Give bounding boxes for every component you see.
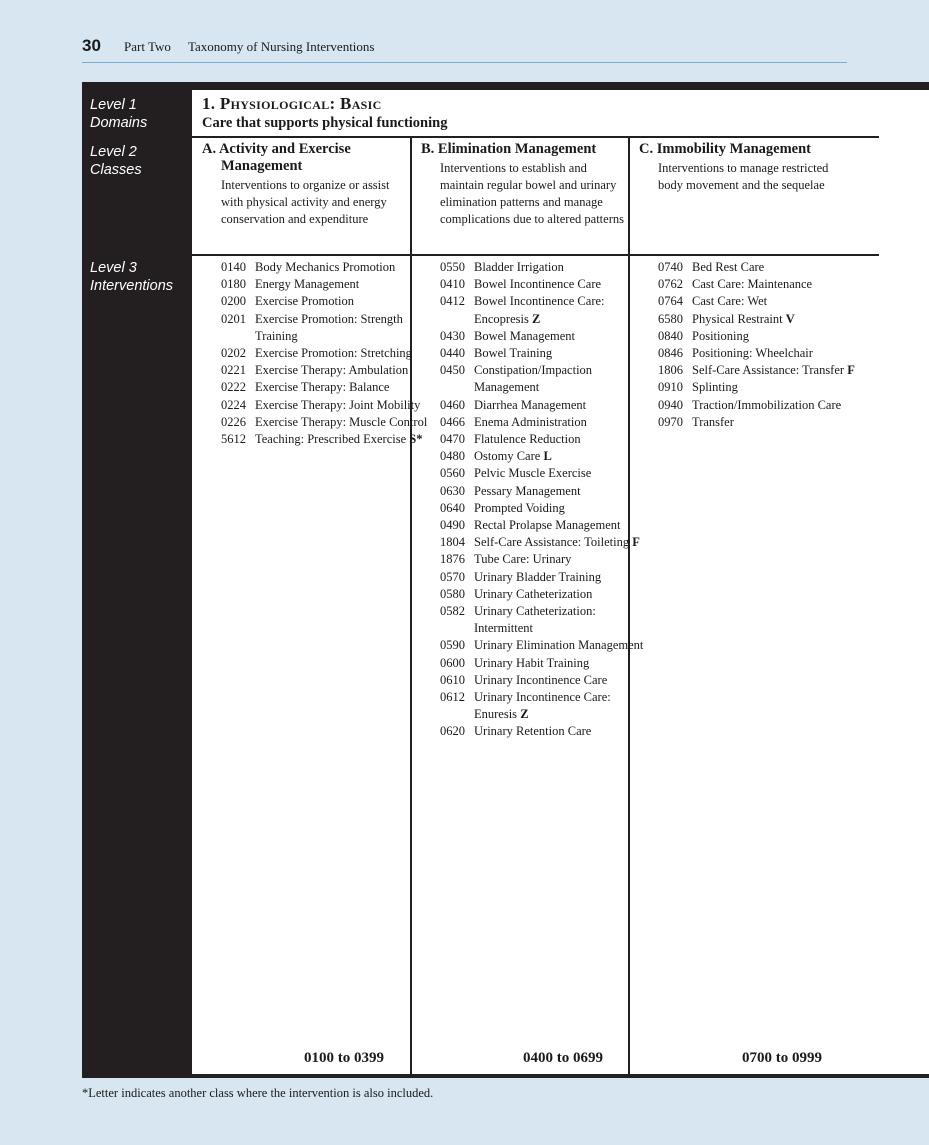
- class-description: Interventions to establish and maintain regular bowel and urinary elimination patterns and manage complications due to altered patterns: [440, 161, 624, 226]
- intervention-item: [440, 397, 650, 414]
- intervention-code: 0910: [658, 380, 683, 395]
- intervention-name: Constipation/Impaction Management: [474, 363, 593, 395]
- intervention-list-a: [221, 259, 431, 448]
- intervention-code: 0560: [440, 466, 465, 481]
- intervention-name: Positioning: [692, 328, 749, 343]
- intervention-name: Bowel Training: [474, 346, 553, 361]
- intervention-name: Bed Rest Care: [692, 260, 765, 274]
- domain-subtitle: Care that supports physical functioning: [202, 115, 448, 131]
- intervention-item: [658, 311, 868, 328]
- cross-reference-tag: L: [543, 449, 552, 464]
- cross-reference-tag: F: [847, 363, 855, 378]
- level-2-name: Classes: [90, 162, 142, 178]
- class-a-header: [202, 141, 408, 228]
- intervention-code: 0570: [440, 569, 465, 584]
- class-name: Elimination Management: [437, 141, 597, 157]
- intervention-code: 0221: [221, 363, 246, 378]
- intervention-code: 0180: [221, 277, 246, 292]
- intervention-item: [440, 431, 650, 448]
- intervention-name: Exercise Promotion: [255, 294, 354, 309]
- intervention-name: Energy Management: [255, 277, 360, 292]
- intervention-code: 0582: [440, 604, 465, 619]
- cross-reference-tag: F: [632, 535, 640, 550]
- level-1-number: Level 1: [90, 97, 137, 113]
- intervention-item: [440, 655, 650, 672]
- cross-reference-tag: S*: [409, 432, 423, 447]
- intervention-code: 0202: [221, 346, 246, 361]
- intervention-name: Cast Care: Maintenance: [692, 277, 813, 292]
- intervention-item: [221, 397, 431, 414]
- class-name: Immobility Management: [656, 141, 811, 157]
- intervention-item: [440, 293, 650, 327]
- intervention-code: 0201: [221, 311, 246, 326]
- level-3-name: Interventions: [90, 278, 174, 294]
- class-description: Interventions to manage restricted body movement and the sequelae: [658, 161, 829, 192]
- intervention-code: 0480: [440, 449, 465, 464]
- intervention-name: Bowel Incontinence Care: [474, 277, 602, 292]
- intervention-code: 0466: [440, 414, 465, 429]
- intervention-name: Transfer: [692, 414, 734, 429]
- intervention-code: 0600: [440, 655, 465, 670]
- domain-title: 1. Physiological: Basic: [202, 94, 382, 113]
- level-3-number: Level 3: [90, 260, 137, 276]
- intervention-code: 0610: [440, 672, 465, 687]
- intervention-code: 0550: [440, 260, 465, 274]
- intervention-code: 0846: [658, 346, 683, 361]
- intervention-code: 0762: [658, 277, 683, 292]
- intervention-code: 0140: [221, 260, 246, 274]
- intervention-name: Cast Care: Wet: [692, 294, 768, 309]
- class-name: Activity and Exercise Management: [218, 141, 351, 174]
- intervention-code: 0410: [440, 277, 465, 292]
- intervention-item: [658, 328, 868, 345]
- intervention-name: Physical Restraint: [692, 311, 783, 326]
- intervention-item: [440, 723, 650, 740]
- intervention-item: [221, 379, 431, 396]
- intervention-name: Ostomy Care: [474, 449, 541, 464]
- intervention-code: 0470: [440, 432, 465, 447]
- page-number: 30: [82, 36, 101, 55]
- intervention-name: Positioning: Wheelchair: [692, 346, 813, 361]
- intervention-item: [440, 603, 650, 637]
- divider-line: [192, 136, 879, 138]
- code-range: 0700 to 0999: [742, 1050, 822, 1066]
- intervention-item: [440, 637, 650, 654]
- intervention-item: [221, 431, 431, 448]
- intervention-code: 0224: [221, 397, 246, 412]
- intervention-item: [221, 259, 431, 276]
- intervention-code: 0460: [440, 397, 465, 412]
- intervention-item: [440, 328, 650, 345]
- intervention-name: Prompted Voiding: [474, 500, 565, 515]
- intervention-item: [221, 311, 431, 345]
- intervention-item: [658, 259, 868, 276]
- intervention-code: 0612: [440, 690, 465, 705]
- intervention-item: [658, 276, 868, 293]
- intervention-name: Bladder Irrigation: [474, 260, 564, 274]
- intervention-code: 0940: [658, 397, 683, 412]
- intervention-name: Bowel Incontinence Care: Encopresis: [474, 294, 605, 326]
- intervention-code: 0764: [658, 294, 683, 309]
- class-c-header: [639, 141, 845, 194]
- intervention-code: 0440: [440, 346, 465, 361]
- intervention-item: [658, 293, 868, 310]
- intervention-name: Urinary Elimination Management: [474, 638, 644, 653]
- intervention-item: [440, 362, 650, 396]
- footnote: *Letter indicates another class where the intervention is also included.: [82, 1086, 434, 1100]
- intervention-name: Diarrhea Management: [474, 397, 587, 412]
- intervention-name: Traction/Immobilization Care: [692, 397, 842, 412]
- intervention-name: Enema Administration: [474, 414, 587, 429]
- intervention-name: Self-Care Assistance: Transfer: [692, 363, 845, 378]
- level-3-label: [90, 259, 173, 295]
- intervention-item: [221, 414, 431, 431]
- cross-reference-tag: V: [785, 311, 795, 326]
- intervention-item: [658, 414, 868, 431]
- level-2-label: [90, 143, 142, 179]
- intervention-name: Self-Care Assistance: Toileting: [474, 535, 630, 550]
- intervention-item: [440, 259, 650, 276]
- class-title: [421, 141, 627, 158]
- intervention-code: 0412: [440, 294, 465, 309]
- class-letter: C.: [639, 141, 654, 157]
- intervention-code: 0620: [440, 724, 465, 739]
- intervention-name: Urinary Retention Care: [474, 724, 592, 739]
- intervention-name: Urinary Catheterization: Intermittent: [474, 604, 596, 636]
- intervention-name: Exercise Therapy: Ambulation: [255, 363, 409, 378]
- class-title: [202, 141, 408, 175]
- intervention-code: 0580: [440, 586, 465, 601]
- level-1-name: Domains: [90, 115, 148, 131]
- code-range: 0100 to 0399: [304, 1050, 384, 1066]
- intervention-code: 0490: [440, 518, 465, 533]
- intervention-name: Tube Care: Urinary: [474, 552, 572, 567]
- intervention-code: 0640: [440, 500, 465, 515]
- intervention-name: Body Mechanics Promotion: [255, 260, 396, 274]
- intervention-name: Urinary Habit Training: [474, 655, 590, 670]
- intervention-code: 1806: [658, 363, 683, 378]
- class-letter: A.: [202, 141, 217, 157]
- class-description: Interventions to organize or assist with physical activity and energy conservation and expenditure: [221, 178, 390, 226]
- intervention-item: [658, 362, 868, 379]
- intervention-item: [440, 448, 650, 465]
- intervention-list-b: [440, 259, 650, 741]
- cross-reference-tag: Z: [531, 311, 541, 326]
- intervention-name: Urinary Catheterization: [474, 586, 593, 601]
- intervention-code: 0222: [221, 380, 246, 395]
- intervention-item: [440, 483, 650, 500]
- intervention-item: [221, 362, 431, 379]
- intervention-item: [658, 379, 868, 396]
- level-2-number: Level 2: [90, 144, 137, 160]
- intervention-name: Exercise Therapy: Joint Mobility: [255, 397, 421, 412]
- intervention-name: Exercise Therapy: Muscle Control: [255, 414, 428, 429]
- intervention-item: [440, 551, 650, 568]
- intervention-item: [440, 689, 650, 723]
- divider-line: [192, 254, 879, 256]
- cross-reference-tag: Z: [520, 707, 529, 722]
- intervention-item: [658, 397, 868, 414]
- intervention-item: [440, 276, 650, 293]
- code-range: 0400 to 0699: [523, 1050, 603, 1066]
- intervention-item: [440, 534, 650, 551]
- table-panel: [192, 90, 929, 1074]
- intervention-code: 0740: [658, 260, 683, 274]
- intervention-item: [440, 569, 650, 586]
- class-letter: B.: [421, 141, 435, 157]
- intervention-item: [221, 276, 431, 293]
- class-title: [639, 141, 845, 158]
- intervention-name: Pelvic Muscle Exercise: [474, 466, 592, 481]
- intervention-name: Pessary Management: [474, 483, 581, 498]
- intervention-name: Exercise Promotion: Stretching: [255, 346, 412, 361]
- intervention-code: 0430: [440, 328, 465, 343]
- intervention-code: 6580: [658, 311, 683, 326]
- intervention-list-c: [658, 259, 868, 431]
- intervention-code: 0450: [440, 363, 465, 378]
- intervention-item: [440, 465, 650, 482]
- intervention-item: [440, 672, 650, 689]
- intervention-item: [440, 345, 650, 362]
- intervention-name: Exercise Therapy: Balance: [255, 380, 390, 395]
- intervention-name: Bowel Management: [474, 328, 576, 343]
- level-1-label: [90, 96, 147, 132]
- intervention-code: 1876: [440, 552, 465, 567]
- intervention-name: Flatulence Reduction: [474, 432, 581, 447]
- intervention-code: 1804: [440, 535, 465, 550]
- intervention-code: 0226: [221, 414, 246, 429]
- intervention-name: Exercise Promotion: Strength Training: [255, 311, 403, 343]
- intervention-item: [440, 517, 650, 534]
- intervention-code: 0840: [658, 328, 683, 343]
- intervention-item: [440, 586, 650, 603]
- running-header: [82, 36, 847, 63]
- intervention-code: 0630: [440, 483, 465, 498]
- intervention-name: Urinary Incontinence Care: [474, 672, 608, 687]
- intervention-item: [658, 345, 868, 362]
- intervention-code: 5612: [221, 432, 246, 447]
- section-title: Taxonomy of Nursing Interventions: [188, 39, 375, 54]
- intervention-item: [221, 345, 431, 362]
- intervention-code: 0200: [221, 294, 246, 309]
- intervention-name: Splinting: [692, 380, 738, 395]
- intervention-code: 0590: [440, 638, 465, 653]
- intervention-item: [440, 500, 650, 517]
- intervention-name: Urinary Incontinence Care: Enuresis: [474, 690, 611, 722]
- part-label: Part Two: [124, 39, 171, 54]
- intervention-name: Urinary Bladder Training: [474, 569, 602, 584]
- taxonomy-table: [82, 82, 929, 1078]
- intervention-code: 0970: [658, 414, 683, 429]
- intervention-item: [221, 293, 431, 310]
- intervention-item: [440, 414, 650, 431]
- class-b-header: [421, 141, 627, 228]
- intervention-name: Teaching: Prescribed Exercise: [255, 432, 407, 447]
- intervention-name: Rectal Prolapse Management: [474, 518, 621, 533]
